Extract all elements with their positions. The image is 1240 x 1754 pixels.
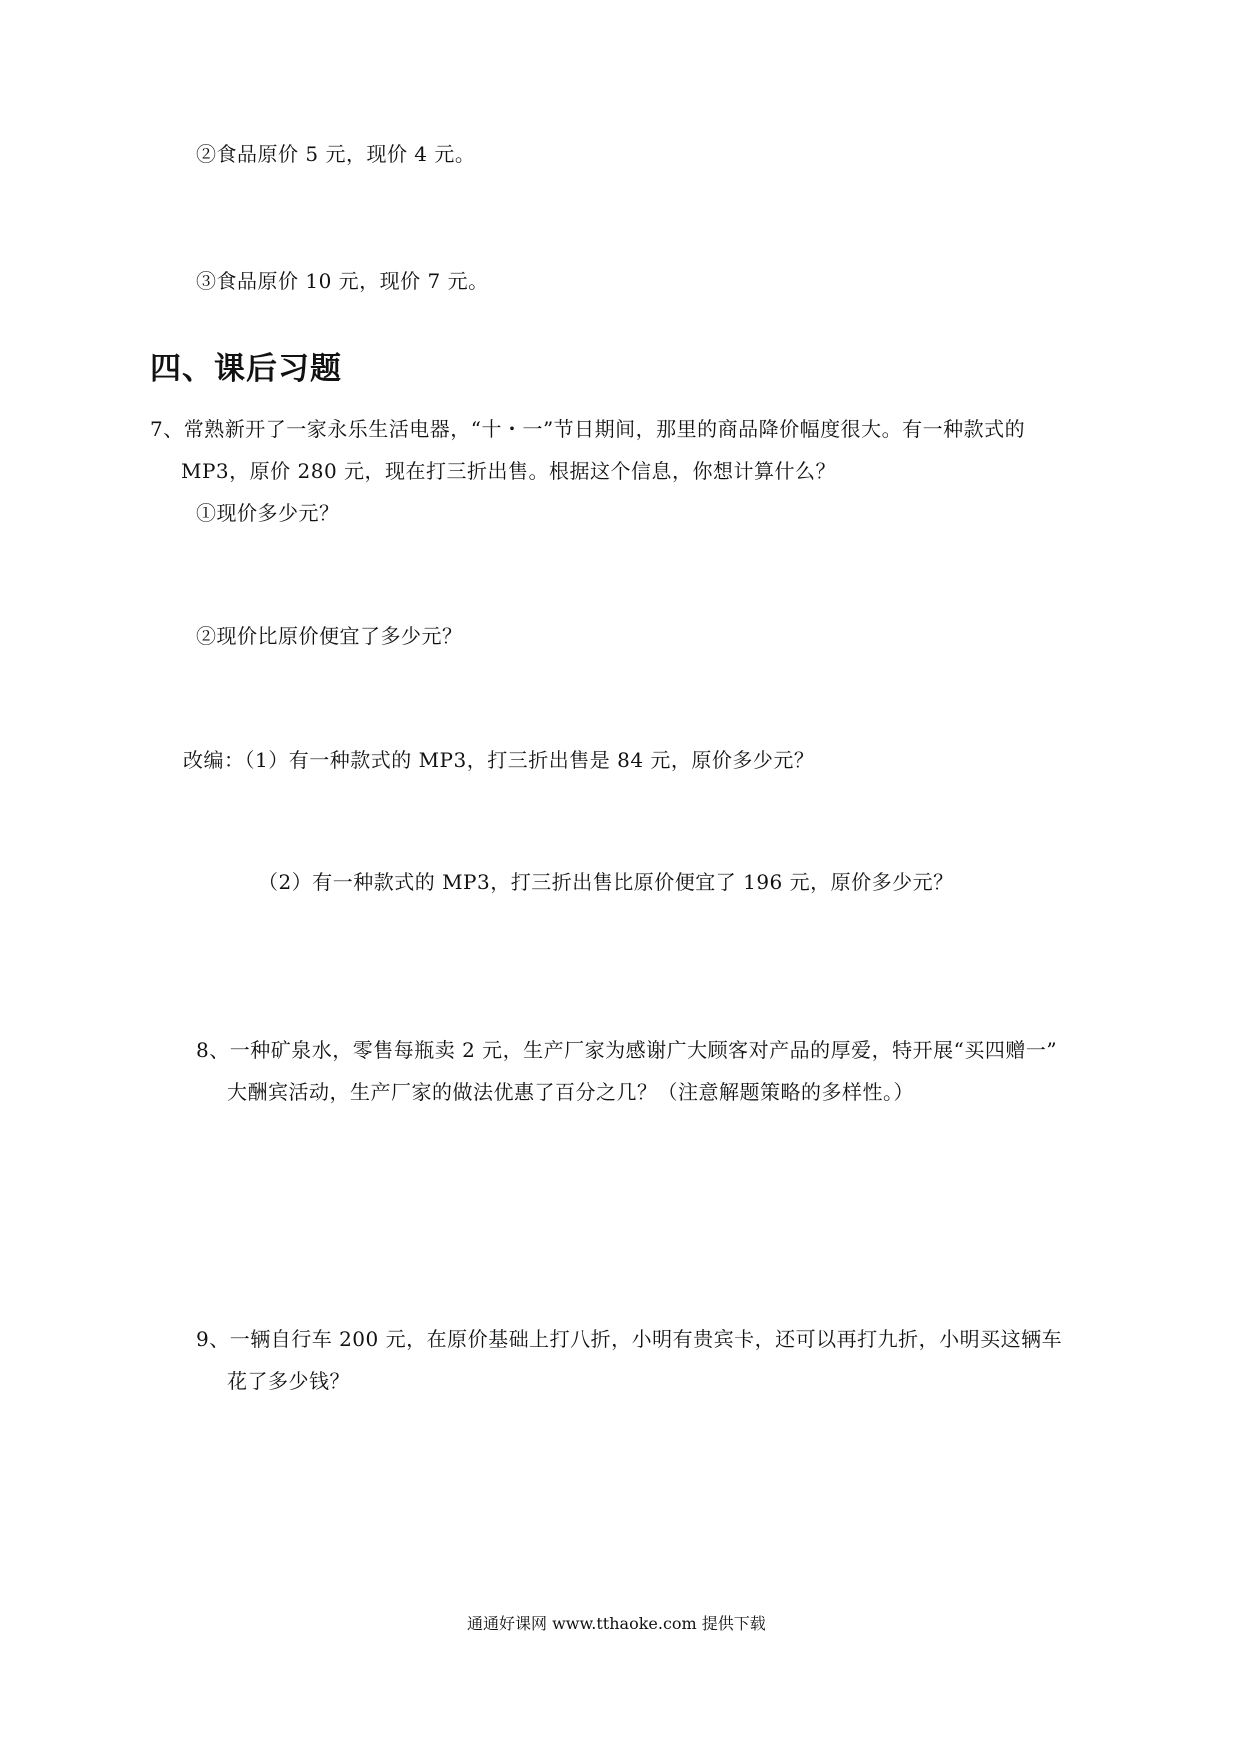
question-8-line-2: 大酬宾活动，生产厂家的做法优惠了百分之几？（注意解题策略的多样性。）: [227, 1080, 914, 1104]
question-8-line-1: 8、一种矿泉水，零售每瓶卖 2 元，生产厂家为感谢广大顾客对产品的厚爱，特开展“买四赠一”: [196, 1038, 1058, 1062]
question-7-sub-1: ①现价多少元？: [196, 501, 340, 525]
question-9-line-1: 9、一辆自行车 200 元，在原价基础上打八折，小明有贵宾卡，还可以再打九折，小明买这辆车: [196, 1327, 1063, 1351]
question-7-line-2: MP3，原价 280 元，现在打三折出售。根据这个信息，你想计算什么？: [181, 459, 837, 483]
exercise-item-3: ③食品原价 10 元，现价 7 元。: [196, 269, 489, 293]
page-footer: 通通好课网 www.tthaoke.com 提供下载: [467, 1614, 766, 1633]
question-7-adapt-1: 改编：（1）有一种款式的 MP3，打三折出售是 84 元，原价多少元？: [183, 748, 815, 772]
question-7-sub-2: ②现价比原价便宜了多少元？: [196, 624, 463, 648]
section-title: 四、课后习题: [150, 351, 342, 387]
question-7-adapt-2: （2）有一种款式的 MP3，打三折出售比原价便宜了 196 元，原价多少元？: [258, 870, 954, 894]
question-9-line-2: 花了多少钱？: [227, 1369, 350, 1393]
question-7-line-1: 7、常熟新开了一家永乐生活电器，“十・一”节日期间，那里的商品降价幅度很大。有一种款式的: [150, 417, 1026, 441]
exercise-item-2: ②食品原价 5 元，现价 4 元。: [196, 142, 476, 166]
